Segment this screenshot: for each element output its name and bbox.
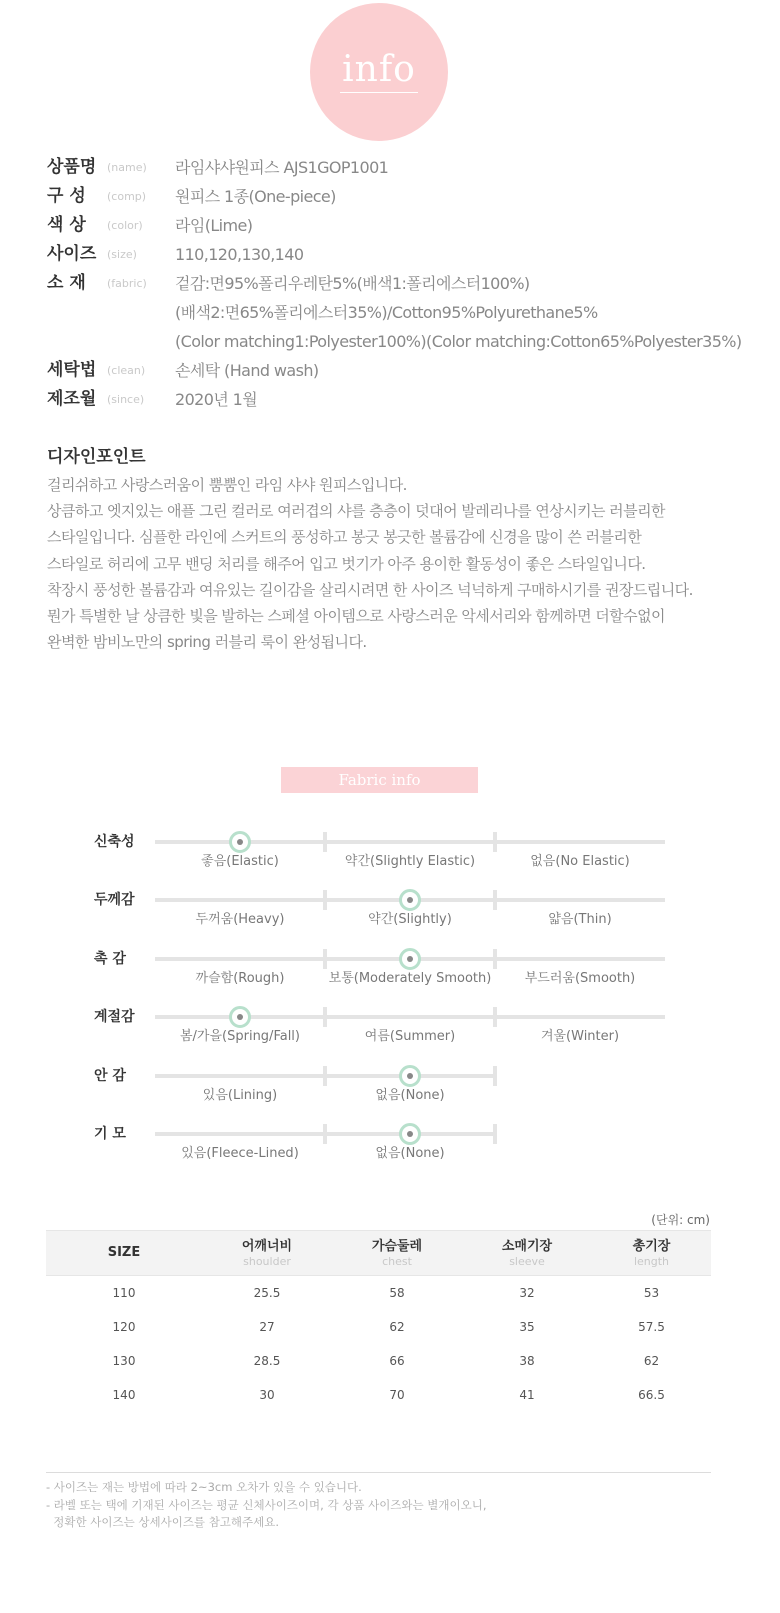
- spec-sub-label: (comp): [107, 190, 147, 203]
- scale-track: [155, 840, 665, 844]
- scale-track: [155, 957, 665, 961]
- spec-value: [175, 182, 757, 211]
- spec-label: 상품명: [47, 157, 97, 177]
- table-cell: 62: [643, 1354, 660, 1368]
- spec-value: [175, 385, 757, 414]
- scale-label: 계절감: [94, 1009, 135, 1026]
- scale-track: [155, 1015, 665, 1019]
- table-cell: 57.5: [638, 1320, 665, 1334]
- fabric-scale-5: [0, 1066, 780, 1106]
- spec-value-line: 손세탁 (Hand wash): [175, 361, 319, 380]
- scale-selected-dot: [399, 1123, 421, 1145]
- fabric-scale-3: [0, 949, 780, 989]
- table-cell: 66.5: [638, 1388, 665, 1402]
- scale-option: 까슬함(Rough): [195, 970, 285, 986]
- table-cell: 28.5: [253, 1354, 281, 1368]
- spec-sub-label: (fabric): [107, 277, 147, 290]
- spec-label: 구 성: [47, 186, 86, 206]
- scale-option: 있음(Fleece-Lined): [181, 1146, 299, 1161]
- spec-sub-label: (name): [107, 161, 147, 174]
- scale-label: 안 감: [94, 1067, 126, 1084]
- table-cell: 25.5: [253, 1286, 281, 1300]
- spec-row: [47, 182, 757, 211]
- table-cell: 27: [259, 1320, 275, 1334]
- size-header-sub: length: [633, 1254, 670, 1268]
- spec-value: [175, 356, 757, 385]
- spec-value: [175, 269, 757, 356]
- size-header-main: 소매기장: [501, 1238, 553, 1254]
- size-table: [46, 1230, 711, 1412]
- size-header-sub: chest: [382, 1254, 412, 1268]
- scale-option: 부드러움(Smooth): [524, 970, 636, 986]
- size-header-main: SIZE: [107, 1245, 141, 1260]
- table-cell: 41: [519, 1388, 535, 1402]
- spec-sub-label: (color): [107, 219, 143, 232]
- spec-value-line: 라임(Lime): [175, 216, 253, 235]
- table-cell: 38: [519, 1354, 535, 1368]
- size-header-main: 총기장: [632, 1238, 671, 1254]
- scale-tick: [493, 890, 497, 910]
- table-cell: 30: [259, 1388, 275, 1402]
- size-header-cell: [46, 1231, 202, 1275]
- scale-option: 봄/가을(Spring/Fall): [179, 1029, 300, 1045]
- table-cell: 140: [112, 1388, 136, 1402]
- scale-option: 겨울(Winter): [540, 1029, 620, 1045]
- design-point-section: [47, 444, 747, 655]
- scale-option: 없음(None): [375, 1146, 445, 1161]
- design-point-title: 디자인포인트: [47, 447, 146, 467]
- scale-option: 없음(None): [375, 1087, 445, 1103]
- size-table-header: [46, 1230, 711, 1276]
- table-cell: 32: [519, 1286, 535, 1300]
- spec-value: [175, 153, 757, 182]
- table-cell: 62: [389, 1320, 405, 1334]
- size-table-body: [46, 1276, 711, 1412]
- scale-option: 얇음(Thin): [548, 912, 612, 928]
- scale-option: 없음(No Elastic): [530, 854, 630, 869]
- spec-sub-label: (since): [107, 393, 145, 406]
- scale-option: 있음(Lining): [202, 1087, 278, 1103]
- design-point-line: 착장시 풍성한 볼륨감과 여유있는 길이감을 살리시려면 한 사이즈 넉넉하게 구매하시기를 권장드립니다.: [47, 580, 693, 599]
- scale-tick: [493, 949, 497, 969]
- table-cell: 35: [519, 1320, 535, 1334]
- scale-option: 두꺼움(Heavy): [195, 912, 285, 928]
- design-point-line: 완벽한 밤비노만의 spring 러블리 룩이 완성됩니다.: [47, 633, 367, 652]
- fabric-scale-4: [0, 1007, 780, 1047]
- size-note: 정확한 사이즈는 상세사이즈를 참고해주세요.: [46, 1515, 280, 1529]
- spec-sub-label: (clean): [107, 364, 146, 377]
- scale-option: 약간(Slightly): [368, 912, 452, 928]
- spec-row: [47, 153, 757, 182]
- scale-tick: [323, 832, 327, 852]
- table-cell: 58: [389, 1286, 405, 1300]
- scale-tick: [323, 890, 327, 910]
- size-notes: [46, 1472, 711, 1532]
- scale-tick: [323, 1007, 327, 1027]
- table-cell: 53: [643, 1286, 660, 1300]
- scale-label: 기 모: [94, 1126, 126, 1142]
- scale-tick: [323, 1066, 327, 1086]
- design-point-line: 뭔가 특별한 날 상큼한 빛을 발하는 스페셜 아이템으로 사랑스러운 악세서리와 함께하면 더할수없이: [47, 607, 665, 626]
- scale-tick: [493, 832, 497, 852]
- size-header-sub: sleeve: [509, 1254, 545, 1268]
- scale-selected-dot: [399, 948, 421, 970]
- spec-row: [47, 269, 757, 356]
- scale-option: 약간(Slightly Elastic): [344, 854, 476, 869]
- spec-value: [175, 211, 757, 240]
- spec-label: 세탁법: [47, 360, 97, 380]
- spec-row: [47, 356, 757, 385]
- info-badge: [310, 3, 448, 141]
- spec-label: 사이즈: [47, 244, 97, 264]
- design-point-line: 걸리쉬하고 사랑스러움이 뿜뿜인 라임 샤샤 원피스입니다.: [47, 476, 407, 494]
- product-spec: [47, 153, 757, 414]
- size-header-main: 어깨너비: [241, 1238, 293, 1254]
- spec-label: 제조월: [47, 389, 97, 409]
- scale-option: 보통(Moderately Smooth): [328, 970, 492, 986]
- scale-track: [155, 1074, 495, 1078]
- scale-selected-dot: [229, 831, 251, 853]
- scale-tick: [493, 1007, 497, 1027]
- fabric-info-banner: [281, 767, 478, 793]
- spec-row: [47, 240, 757, 269]
- size-header-sub: shoulder: [243, 1254, 291, 1268]
- design-point-line: 스타일입니다. 심플한 라인에 스커트의 풍성하고 봉긋 봉긋한 볼륨감에 신경을 많이 쓴 러블리한: [47, 528, 642, 547]
- fabric-scale-2: [0, 890, 780, 930]
- fabric-scale-6: [0, 1124, 780, 1164]
- size-unit: (단위: cm): [651, 1213, 710, 1227]
- table-cell: 130: [112, 1354, 136, 1368]
- scale-tick: [323, 1124, 327, 1144]
- spec-value-line: 원피스 1종(One-piece): [175, 187, 336, 206]
- scale-selected-dot: [399, 889, 421, 911]
- table-row: [46, 1276, 711, 1310]
- scale-tick: [323, 949, 327, 969]
- table-cell: 120: [112, 1320, 136, 1334]
- scale-option: 여름(Summer): [364, 1029, 456, 1045]
- design-point-line: 스타일로 허리에 고무 밴딩 처리를 해주어 입고 벗기가 아주 용이한 활동성이 좋은 스타일입니다.: [47, 554, 646, 573]
- spec-sub-label: (size): [107, 248, 137, 261]
- info-badge-text: info: [340, 52, 418, 93]
- spec-label: 색 상: [47, 215, 86, 235]
- spec-row: [47, 385, 757, 414]
- design-point-line: 상큼하고 엣지있는 애플 그린 컬러로 여러겹의 샤를 층층이 덧대어 발레리나를 연상시키는 러블리한: [47, 502, 665, 521]
- size-note: - 라벨 또는 택에 기재된 사이즈는 평균 신체사이즈이며, 각 상품 사이즈와는 별개이오니,: [46, 1497, 487, 1512]
- spec-value: [175, 240, 757, 269]
- spec-value-line: 겉감:면95%폴리우레탄5%(배색1:폴리에스터100%): [175, 274, 530, 293]
- fabric-info-title: Fabric info: [338, 771, 421, 789]
- spec-value-line: 2020년 1월: [175, 390, 258, 409]
- spec-value-line: (배색2:면65%폴리에스터35%)/Cotton95%Polyurethane5%: [175, 303, 598, 322]
- table-row: [46, 1378, 711, 1412]
- size-note: - 사이즈는 재는 방법에 따라 2~3cm 오차가 있을 수 있습니다.: [46, 1480, 362, 1494]
- table-cell: 66: [389, 1354, 405, 1368]
- scale-label: 두께감: [94, 892, 135, 909]
- table-cell: 110: [112, 1286, 136, 1300]
- spec-value-line: 110,120,130,140: [175, 245, 304, 264]
- spec-value-line: 라임샤샤원피스 AJS1GOP1001: [175, 158, 389, 177]
- spec-row: [47, 211, 757, 240]
- scale-tick: [493, 1124, 497, 1144]
- design-point-text: [47, 472, 747, 655]
- size-header-cell: [592, 1231, 711, 1275]
- scale-selected-dot: [399, 1065, 421, 1087]
- spec-value-line: (Color matching1:Polyester100%)(Color matching:Cotton65%Polyester35%): [175, 332, 742, 351]
- scale-tick: [493, 1066, 497, 1086]
- size-header-main: 가슴둘레: [371, 1238, 423, 1254]
- scale-selected-dot: [229, 1006, 251, 1028]
- scale-label: 촉 감: [94, 950, 126, 967]
- size-header-cell: [462, 1231, 592, 1275]
- scale-option: 좋음(Elastic): [201, 854, 279, 869]
- scale-track: [155, 1132, 495, 1136]
- scale-label: 신축성: [94, 834, 135, 850]
- table-row: [46, 1310, 711, 1344]
- table-row: [46, 1344, 711, 1378]
- size-header-cell: [202, 1231, 332, 1275]
- scale-track: [155, 898, 665, 902]
- table-cell: 70: [389, 1388, 405, 1402]
- fabric-scale-1: [0, 832, 780, 872]
- size-header-cell: [332, 1231, 462, 1275]
- spec-label: 소 재: [47, 273, 86, 293]
